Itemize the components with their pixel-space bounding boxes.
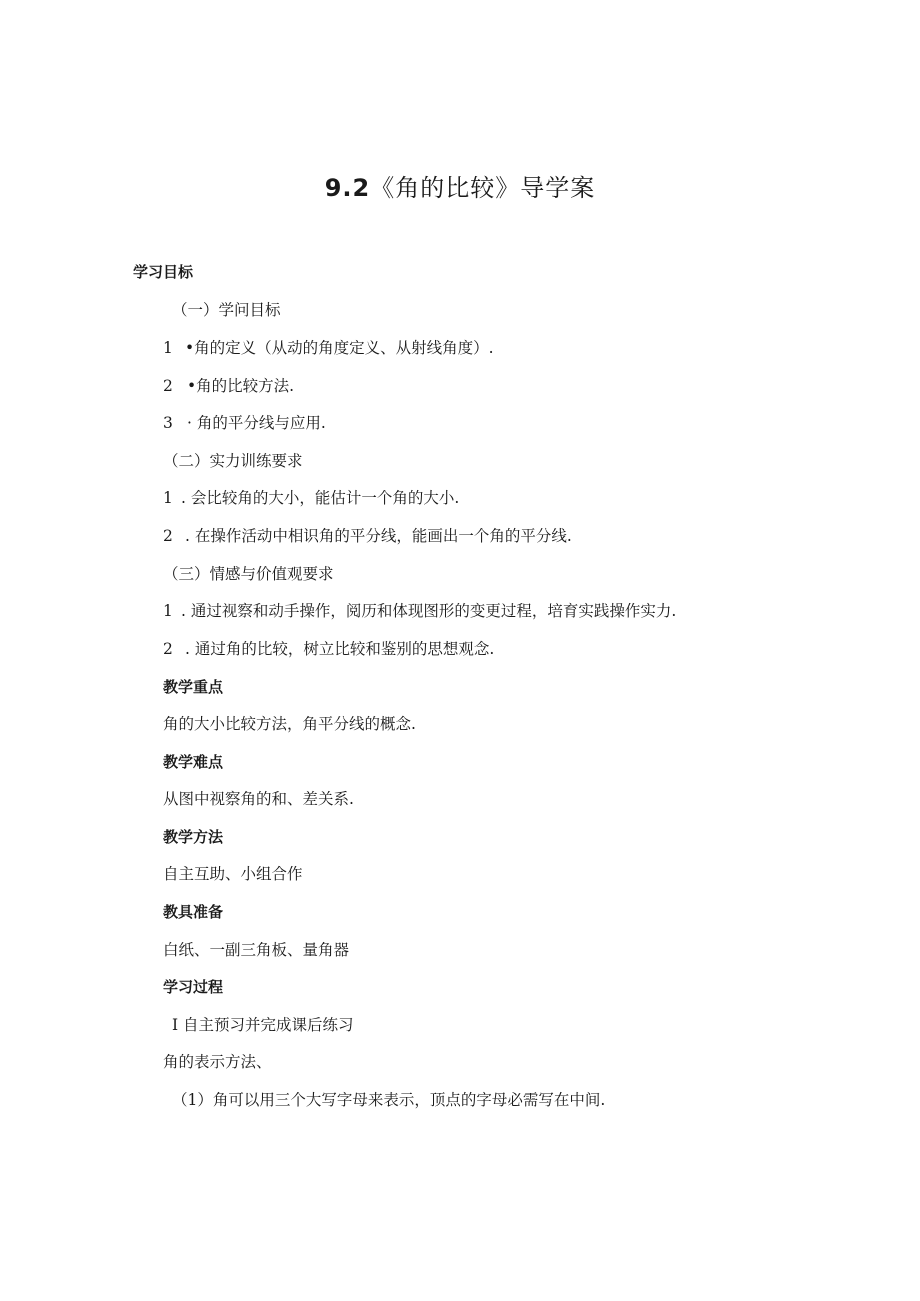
process-step-3: （1）角可以用三个大写字母来表示，顶点的字母必需写在中间. — [172, 1091, 606, 1109]
knowledge-item-3 — [163, 413, 326, 433]
item-number: 3 — [163, 414, 173, 432]
heading-study-goals: 学习目标 — [133, 263, 194, 281]
item-text: · 角的平分线与应用. — [187, 414, 326, 432]
ability-item-1 — [163, 488, 459, 508]
heading-key-points: 教学重点 — [163, 678, 224, 696]
item-text: •角的比较方法. — [187, 377, 295, 395]
difficulties-text: 从图中视察角的和、差关系. — [163, 790, 354, 808]
heading-difficulties: 教学难点 — [163, 753, 224, 771]
methods-text: 自主互助、小组合作 — [163, 865, 303, 883]
item-number: 2 — [163, 640, 173, 658]
ability-item-2 — [163, 526, 572, 546]
page-title — [0, 168, 920, 203]
subheading-emotion-goal: （三）情感与价值观要求 — [163, 565, 334, 583]
emotion-item-2 — [163, 639, 494, 659]
item-text: . 在操作活动中相识角的平分线，能画出一个角的平分线. — [185, 527, 572, 545]
item-text: . 通过视察和动手操作，阅历和体现图形的变更过程，培育实践操作实力. — [181, 602, 677, 620]
item-text: •角的定义（从动的角度定义、从射线角度）. — [185, 339, 494, 357]
item-number: 1 — [163, 339, 173, 357]
heading-methods: 教学方法 — [163, 828, 224, 846]
subheading-knowledge-goal: （一）学问目标 — [172, 301, 281, 319]
item-number: 2 — [163, 377, 173, 395]
key-points-text: 角的大小比较方法，角平分线的概念. — [163, 715, 416, 733]
knowledge-item-2 — [163, 376, 294, 396]
item-text: . 通过角的比较，树立比较和鉴别的思想观念. — [185, 640, 495, 658]
item-text: . 会比较角的大小，能估计一个角的大小. — [181, 489, 460, 507]
heading-process: 学习过程 — [163, 978, 224, 996]
process-step-1: I 自主预习并完成课后练习 — [172, 1016, 354, 1034]
item-number: 1 — [163, 489, 173, 507]
title-text: 《角的比较》导学案 — [370, 174, 596, 202]
process-step-2: 角的表示方法、 — [163, 1053, 272, 1071]
heading-tools: 教具准备 — [163, 903, 224, 921]
emotion-item-1 — [163, 601, 676, 621]
title-number: 9.2 — [324, 174, 371, 202]
tools-text: 白纸、一副三角板、量角器 — [163, 941, 350, 959]
knowledge-item-1 — [163, 338, 494, 358]
item-number: 1 — [163, 602, 173, 620]
subheading-ability-goal: （二）实力训练要求 — [163, 452, 303, 470]
item-number: 2 — [163, 527, 173, 545]
